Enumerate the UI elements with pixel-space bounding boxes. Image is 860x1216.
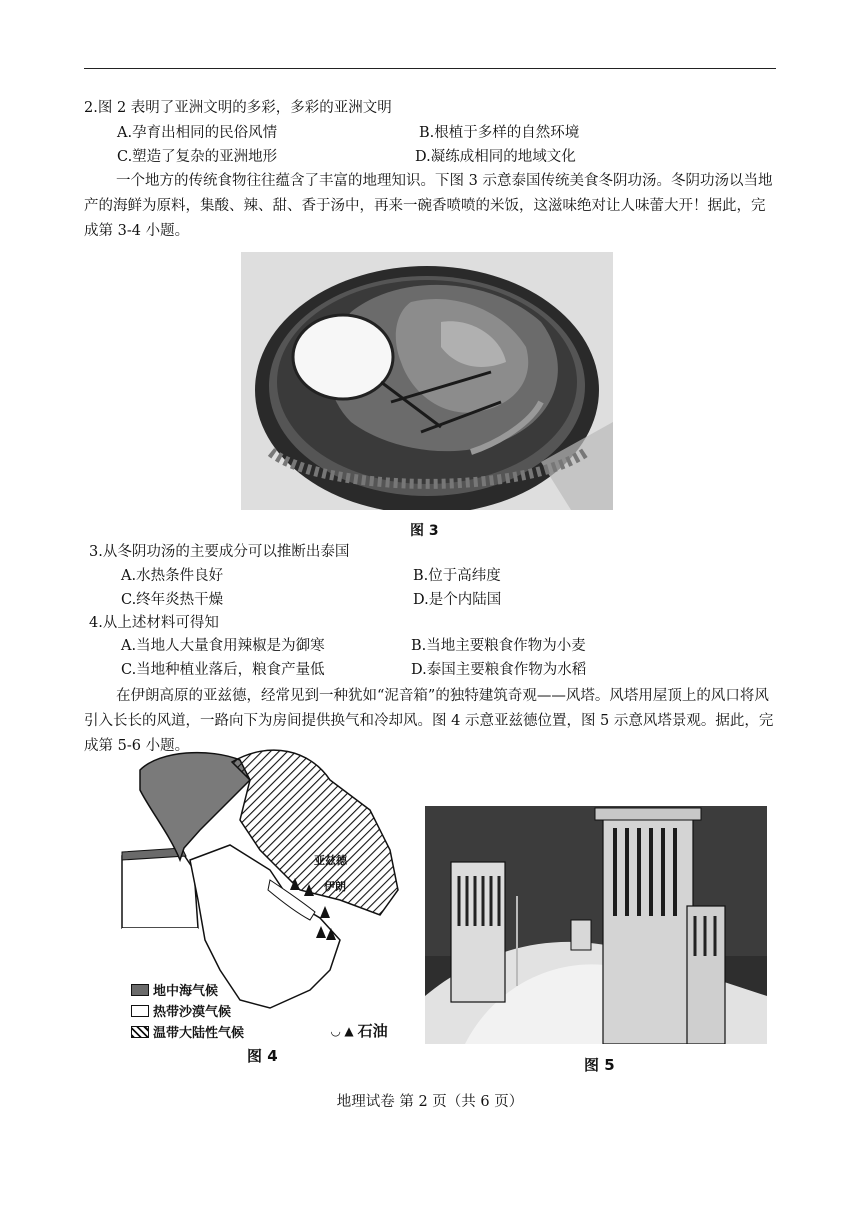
oil-field-icon: ◡ ▲ bbox=[331, 1023, 354, 1038]
q3-option-c: C.终年炎热干燥 bbox=[121, 592, 224, 608]
q4-option-b: B.当地主要粮食作物为小麦 bbox=[411, 638, 586, 654]
q3-stem: 3.从冬阴功汤的主要成分可以推断出泰国 bbox=[89, 544, 350, 560]
q2-option-c: C.塑造了复杂的亚洲地形 bbox=[117, 149, 278, 165]
q4-option-c: C.当地种植业落后，粮食产量低 bbox=[121, 662, 325, 678]
passage-tom-yum: 一个地方的传统食物往往蕴含了丰富的地理知识。下图 3 示意泰国传统美食冬阴功汤。冬阴功汤以当地产的海鲜为原料，集酸、辣、甜、香于汤中，再来一碗香喷喷的米饭，这滋味绝对让人味蕾大开！据此，完成第 3-4 小题。 bbox=[84, 173, 773, 239]
desert-swatch-icon bbox=[131, 1005, 149, 1017]
fig5-caption: 图 5 bbox=[584, 1056, 615, 1074]
q4-option-a: A.当地人大量食用辣椒是为御寒 bbox=[121, 638, 325, 654]
legend-temperate-continental: 温带大陆性气候 bbox=[131, 1022, 244, 1041]
q2-option-d: D.凝练成相同的地域文化 bbox=[415, 149, 576, 165]
map-label-yazd: 亚兹德 bbox=[314, 854, 347, 867]
fig4-caption: 图 4 bbox=[247, 1047, 278, 1065]
q4-stem: 4.从上述材料可得知 bbox=[89, 615, 219, 631]
wind-tower-photo bbox=[425, 806, 767, 1044]
legend-oil: ◡ ▲ 石油 bbox=[331, 1022, 388, 1040]
header-rule bbox=[84, 68, 776, 69]
q3-option-d: D.是个内陆国 bbox=[413, 592, 502, 608]
passage-wind-tower: 在伊朗高原的亚兹德，经常见到一种犹如“泥音箱”的独特建筑奇观——风塔。风塔用屋顶上的风口将风引入长长的风道，一路向下为房间提供换气和冷却风。图 4 示意亚兹德位置，图 5 示意风塔景观。据此，完成第 5-6 小题。 bbox=[84, 688, 774, 754]
fig3-caption: 图 3 bbox=[410, 523, 439, 539]
legend-mediterranean: 地中海气候 bbox=[131, 980, 218, 999]
legend-tropical-desert: 热带沙漠气候 bbox=[131, 1001, 231, 1020]
mediterranean-swatch-icon bbox=[131, 984, 149, 996]
q2-option-b: B.根植于多样的自然环境 bbox=[419, 125, 580, 141]
map-label-iran: 伊朗 bbox=[324, 880, 346, 893]
tom-yum-soup-photo bbox=[241, 252, 613, 510]
q4-option-d: D.泰国主要粮食作物为水稻 bbox=[411, 662, 587, 678]
page-footer: 地理试卷 第 2 页（共 6 页） bbox=[336, 1094, 524, 1110]
q3-option-a: A.水热条件良好 bbox=[121, 568, 224, 584]
q2-stem: 2.图 2 表明了亚洲文明的多彩，多彩的亚洲文明 bbox=[84, 100, 392, 116]
continental-swatch-icon bbox=[131, 1026, 149, 1038]
q2-option-a: A.孕育出相同的民俗风情 bbox=[117, 125, 278, 141]
q3-option-b: B.位于高纬度 bbox=[413, 568, 501, 584]
